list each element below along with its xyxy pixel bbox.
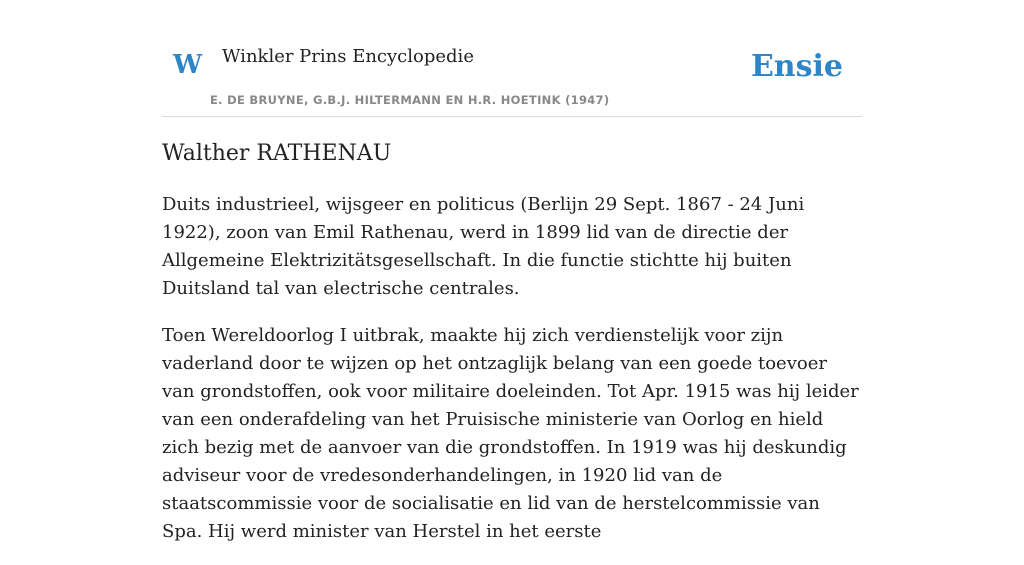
publication-logo[interactable]: W <box>173 50 203 80</box>
article <box>162 140 862 565</box>
article-paragraph: Toen Wereldoorlog I uitbrak, maakte hij zich verdienstelijk voor zijn vaderland door te wijzen op het ontzaglijk belang van een goede toevoer van grondstoffen, ook voor militaire doeleinden. Tot Apr. 1915 was hij leider van een onderafdeling van het Pruisische ministerie van Oorlog en hield zich bezig met de aanvoer van die grondstoffen. In 1919 was hij deskundig adviseur voor de vredesonderhandelingen, in 1920 lid van de staatscommissie voor de socialisatie en lid van de herstelcommissie van Spa. Hij werd minister van Herstel in het eerste <box>162 324 859 542</box>
article-title: Walther RATHENAU <box>162 141 392 166</box>
publication-authors: E. DE BRUYNE, G.B.J. HILTERMANN EN H.R. HOETINK (1947) <box>210 93 610 107</box>
publication-title[interactable]: Winkler Prins Encyclopedie <box>222 46 474 67</box>
site-header <box>162 0 862 117</box>
article-paragraph: Duits industrieel, wijsgeer en politicus (Berlijn 29 Sept. 1867 - 24 Juni 1922), zoon van Emil Rathenau, werd in 1899 lid van de directie der Allgemeine Elektrizitätsgesellschaft. In die functie stichtte hij buiten Duitsland tal van electrische centrales. <box>162 193 805 299</box>
brand-logo-link[interactable]: Ensie <box>750 49 843 84</box>
